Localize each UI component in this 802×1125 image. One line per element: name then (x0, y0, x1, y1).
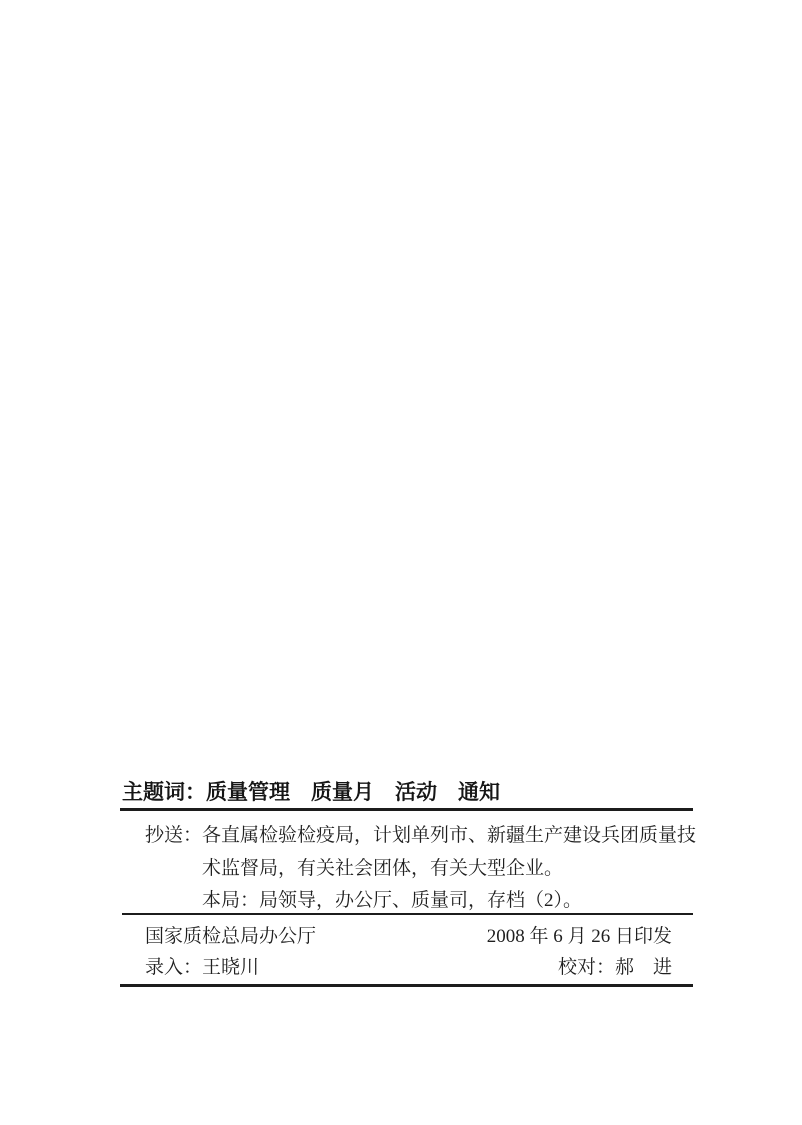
subject-divider-rule (120, 808, 693, 811)
subject-label: 主题词： (122, 781, 206, 804)
cc-line-2: 术监督局，有关社会团体，有关大型企业。 (202, 858, 564, 879)
cc-label: 抄送： (145, 825, 203, 846)
print-date: 2008 年 6 月 26 日印发 (486, 926, 672, 947)
issuing-office: 国家质检总局办公厅 (145, 926, 317, 947)
typist: 录入：王晓川 (145, 957, 260, 978)
subject-keywords-row (122, 781, 500, 805)
proofreader: 校对：郝 进 (557, 957, 672, 978)
bottom-border-rule (120, 984, 693, 987)
cc-divider-rule (122, 913, 693, 915)
subject-keywords: 质量管理 质量月 活动 通知 (206, 781, 500, 804)
cc-line-1 (145, 824, 696, 848)
cc-line-3-internal-distribution: 本局：局领导，办公厅、质量司，存档（2）。 (202, 890, 583, 911)
cc-line-1-body: 各直属检验检疫局，计划单列市、新疆生产建设兵团质量技 (202, 825, 697, 846)
